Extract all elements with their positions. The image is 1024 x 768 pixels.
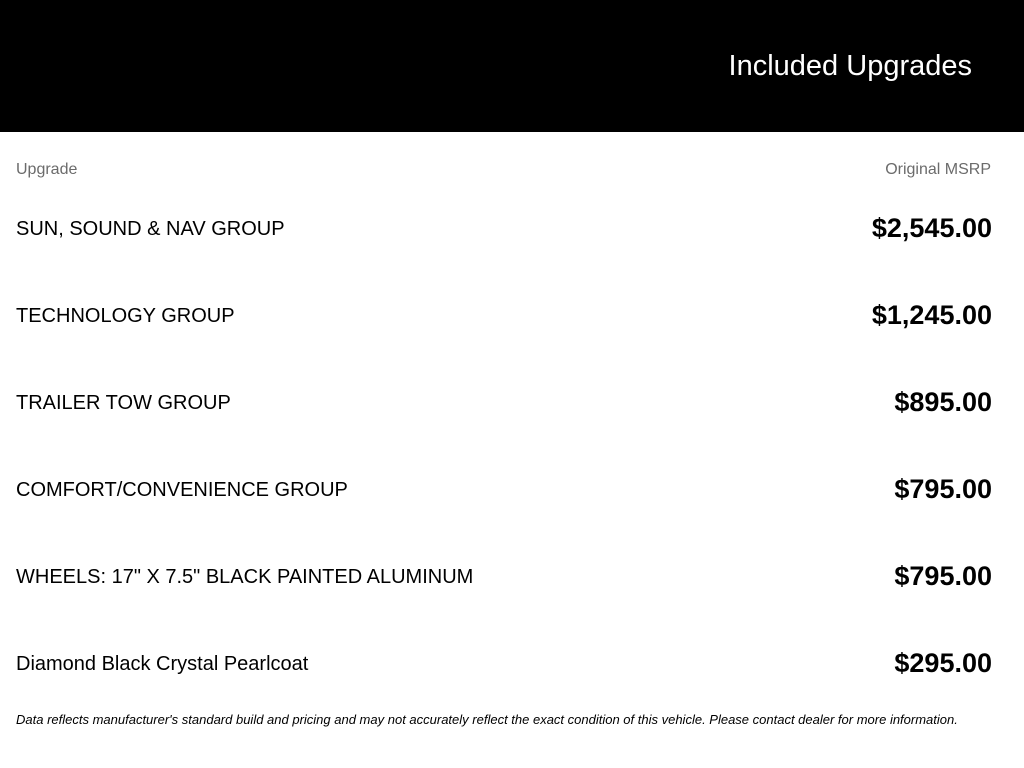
- upgrade-name: TECHNOLOGY GROUP: [16, 305, 235, 327]
- column-header-msrp: Original MSRP: [885, 161, 991, 178]
- upgrade-price: $295.00: [894, 648, 992, 678]
- disclaimer-text: Data reflects manufacturer's standard build and pricing and may not accurately reflect the exact condition of this vehicle. Please contact dealer for more information.: [16, 712, 958, 727]
- upgrade-price: $795.00: [894, 561, 992, 591]
- upgrade-name: SUN, SOUND & NAV GROUP: [16, 218, 285, 240]
- upgrade-name: Diamond Black Crystal Pearlcoat: [16, 653, 309, 675]
- table-column-headers: [16, 160, 991, 180]
- upgrade-price: $895.00: [894, 387, 992, 417]
- upgrade-name: TRAILER TOW GROUP: [16, 392, 231, 414]
- upgrade-row: [16, 297, 992, 384]
- upgrade-name: COMFORT/CONVENIENCE GROUP: [16, 479, 348, 501]
- upgrade-price: $2,545.00: [871, 213, 992, 243]
- upgrade-name: WHEELS: 17" X 7.5" BLACK PAINTED ALUMINUM: [16, 566, 474, 588]
- upgrade-row: [16, 384, 992, 471]
- header-banner: [0, 0, 1024, 132]
- column-header-upgrade: Upgrade: [16, 161, 78, 178]
- upgrades-list: [16, 210, 992, 732]
- upgrade-price: $1,245.00: [871, 300, 992, 330]
- upgrade-row: [16, 558, 992, 645]
- page-title: Included Upgrades: [728, 50, 972, 82]
- upgrade-row: [16, 471, 992, 558]
- upgrade-price: $795.00: [894, 474, 992, 504]
- upgrade-row: [16, 210, 992, 297]
